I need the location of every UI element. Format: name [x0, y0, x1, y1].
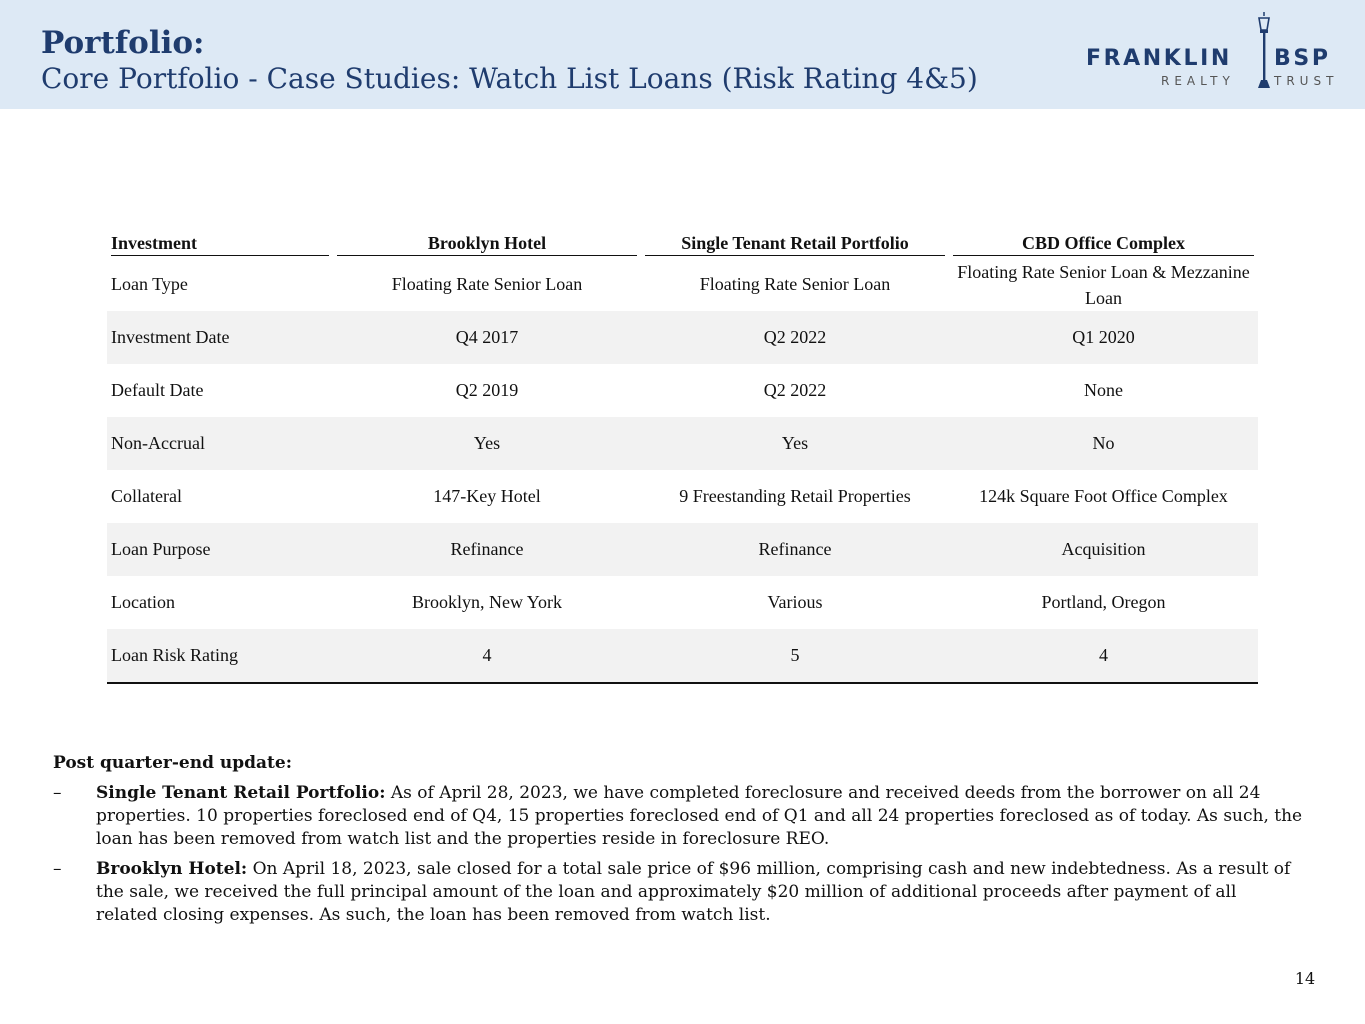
table-cell: Various	[767, 592, 823, 612]
row-label: Collateral	[111, 486, 182, 506]
table-cell: Q4 2017	[333, 311, 641, 364]
table-cell: Refinance	[641, 523, 949, 576]
table-cell: None	[1084, 380, 1123, 400]
table-cell: 5	[641, 629, 949, 683]
table-cell: Floating Rate Senior Loan & Mezzanine Loan	[957, 261, 1250, 308]
table-cell: 4	[949, 629, 1258, 683]
row-label: Investment Date	[107, 311, 333, 364]
logo-bsp: BSP	[1274, 46, 1331, 71]
table-row-collateral	[107, 470, 1258, 523]
row-label: Non-Accrual	[107, 417, 333, 470]
watch-list-table	[107, 226, 1258, 684]
column-header-cbd-office: CBD Office Complex	[949, 226, 1258, 258]
title-block	[41, 24, 978, 96]
bullet-text: As of April 28, 2023, we have completed foreclosure and received deeds from the borrower on all 24 properties. 10 properties foreclosed end of Q4, 15 properties foreclosed end of Q1 and all 24 properties foreclosed as of today. As such, the loan has been removed from watch list and the properties reside in foreclosure REO.	[96, 783, 1303, 849]
bullet-text: On April 18, 2023, sale closed for a total sale price of $96 million, comprising cash and new indebtedness. As a result of the sale, we received the full principal amount of the loan and approximately $20 million of additional proceeds after payment of all related closing expenses. As such, the loan has been removed from watch list.	[96, 859, 1291, 925]
table-row-non-accrual	[107, 417, 1258, 470]
row-label: Loan Risk Rating	[107, 629, 333, 683]
logo-franklin: FRANKLIN	[1086, 46, 1232, 71]
table-cell: Brooklyn, New York	[411, 592, 562, 612]
table-cell: Floating Rate Senior Loan	[391, 274, 583, 294]
table-cell: 124k Square Foot Office Complex	[979, 486, 1228, 506]
table-row-loan-risk-rating	[107, 629, 1258, 683]
table-cell: No	[949, 417, 1258, 470]
table-cell: 147-Key Hotel	[433, 486, 541, 506]
table-row-default-date	[107, 364, 1258, 417]
column-header-retail-portfolio: Single Tenant Retail Portfolio	[641, 226, 949, 258]
table-row-investment-date	[107, 311, 1258, 364]
table-cell: 4	[333, 629, 641, 683]
table-row-loan-type	[107, 258, 1258, 311]
logo-trust: TRUST	[1274, 74, 1339, 88]
table-cell: Floating Rate Senior Loan	[699, 274, 891, 294]
table-cell: Q2 2022	[763, 380, 827, 400]
page-title: Portfolio:	[41, 25, 205, 61]
lamp-post-icon	[1252, 12, 1276, 92]
row-label: Loan Purpose	[107, 523, 333, 576]
bullet-dash: –	[53, 859, 62, 879]
bullet-title: Single Tenant Retail Portfolio:	[96, 783, 386, 803]
table-row-location	[107, 576, 1258, 629]
bullet-title: Brooklyn Hotel:	[96, 859, 248, 879]
post-quarter-update	[53, 752, 1303, 934]
header-band	[0, 0, 1365, 109]
column-header-brooklyn-hotel: Brooklyn Hotel	[333, 226, 641, 258]
franklin-bsp-logo	[1086, 12, 1350, 92]
table-cell: Refinance	[333, 523, 641, 576]
update-bullet-retail	[53, 782, 1303, 851]
update-heading: Post quarter-end update:	[53, 753, 292, 773]
page-subtitle: Core Portfolio - Case Studies: Watch List Loans (Risk Rating 4&5)	[41, 62, 978, 95]
table-cell: Portland, Oregon	[1041, 592, 1166, 612]
table-cell: Q1 2020	[949, 311, 1258, 364]
row-label: Location	[111, 592, 175, 612]
page-number: 14	[1294, 969, 1316, 988]
table-cell: Acquisition	[949, 523, 1258, 576]
bullet-dash: –	[53, 783, 62, 803]
update-bullet-hotel	[53, 858, 1303, 927]
table-cell: Q2 2019	[455, 380, 519, 400]
logo-realty: REALTY	[1161, 74, 1235, 88]
table-cell: Q2 2022	[641, 311, 949, 364]
row-label: Loan Type	[111, 274, 188, 294]
table-cell: Yes	[641, 417, 949, 470]
column-header-investment: Investment	[107, 226, 333, 258]
table-cell: 9 Freestanding Retail Properties	[679, 486, 911, 506]
table-cell: Yes	[333, 417, 641, 470]
row-label: Default Date	[111, 380, 204, 400]
table-row-loan-purpose	[107, 523, 1258, 576]
table-header-row	[107, 226, 1258, 258]
